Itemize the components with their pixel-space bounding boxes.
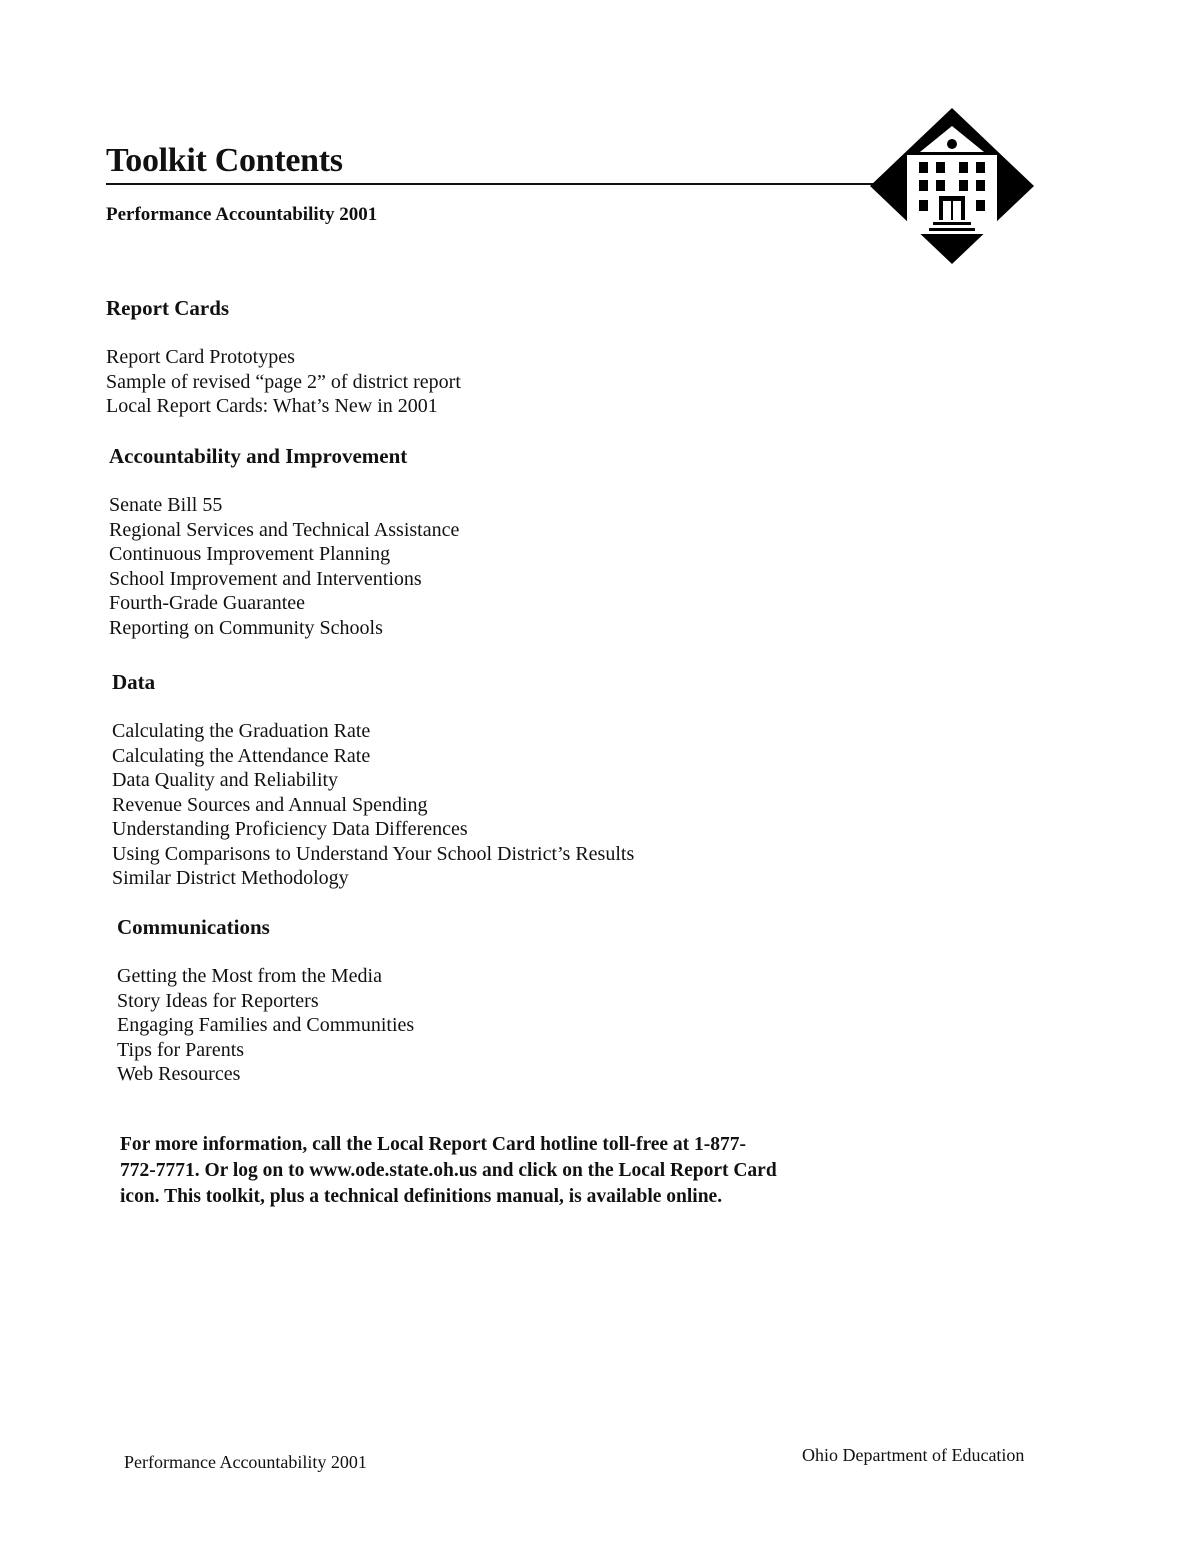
list-item: Calculating the Graduation Rate — [112, 720, 371, 742]
section-list — [117, 964, 414, 1087]
list-item: Local Report Cards: What’s New in 2001 — [106, 395, 438, 417]
list-item: Getting the Most from the Media — [117, 965, 382, 987]
section-heading: Report Cards — [106, 296, 230, 320]
list-item: Web Resources — [117, 1063, 241, 1085]
list-item: Sample of revised “page 2” of district report — [106, 370, 461, 393]
list-item: Senate Bill 55 — [109, 494, 223, 516]
section-communications — [117, 914, 414, 1087]
section-data — [112, 669, 634, 891]
list-item: Calculating the Attendance Rate — [112, 744, 371, 767]
list-item: Similar District Methodology — [112, 867, 349, 889]
list-item: School Improvement and Interventions — [109, 567, 422, 590]
page-title: Toolkit Contents — [106, 142, 343, 179]
list-item: Continuous Improvement Planning — [109, 543, 391, 565]
info-note: For more information, call the Local Report Card hotline toll-free at 1-877-772-7771. Or log on to www.ode.state.oh.us and click on the Local Report Card icon. This toolkit, plus a technical definitions manual, is available online. — [120, 1134, 777, 1207]
section-heading: Communications — [117, 915, 270, 939]
section-accountability-and-improvement — [109, 443, 459, 640]
school-building-icon — [870, 108, 1034, 264]
list-item: Tips for Parents — [117, 1038, 245, 1061]
list-item: Engaging Families and Communities — [117, 1014, 415, 1036]
section-report-cards — [106, 295, 461, 419]
list-item: Report Card Prototypes — [106, 346, 295, 368]
section-heading: Accountability and Improvement — [109, 444, 408, 468]
section-list — [112, 719, 634, 891]
list-item: Story Ideas for Reporters — [117, 989, 319, 1012]
footer-publication-title: Performance Accountability 2001 — [124, 1452, 367, 1472]
list-item: Reporting on Community Schools — [109, 616, 383, 639]
page-subtitle: Performance Accountability 2001 — [106, 204, 378, 225]
section-list — [109, 493, 459, 640]
section-heading: Data — [112, 670, 156, 694]
list-item: Revenue Sources and Annual Spending — [112, 793, 428, 816]
list-item: Regional Services and Technical Assistance — [109, 518, 460, 541]
footer-publisher: Ohio Department of Education — [802, 1445, 1025, 1465]
list-item: Data Quality and Reliability — [112, 769, 339, 791]
list-item: Fourth-Grade Guarantee — [109, 592, 306, 614]
list-item: Using Comparisons to Understand Your School District’s Results — [112, 842, 635, 865]
list-item: Understanding Proficiency Data Differences — [112, 818, 468, 840]
section-list — [106, 345, 461, 419]
title-rule — [106, 183, 906, 185]
